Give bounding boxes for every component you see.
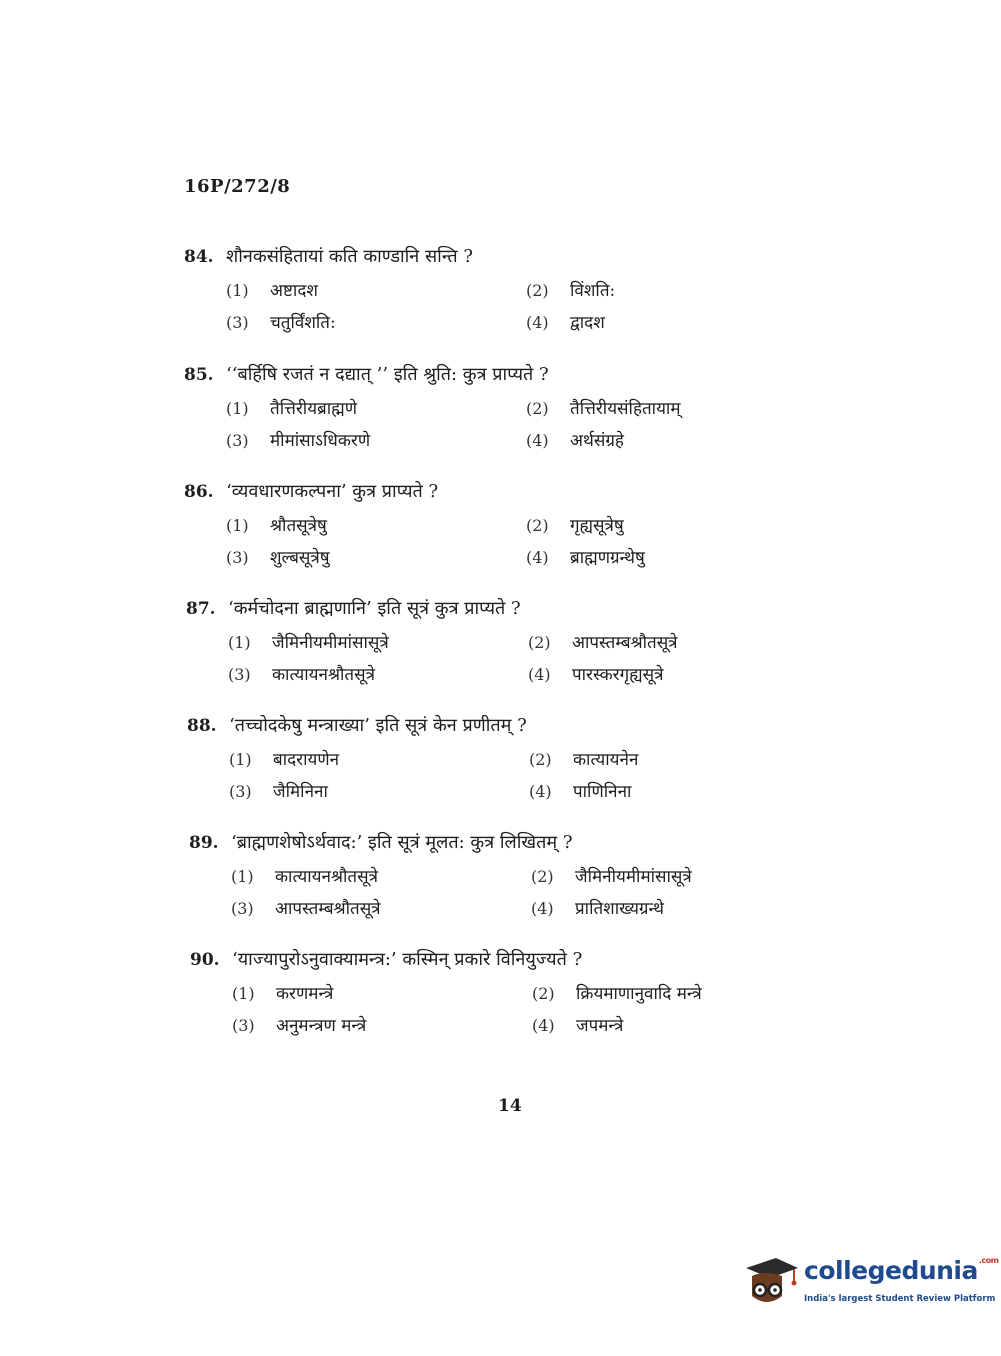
question-85 <box>184 362 744 456</box>
option-4 <box>526 428 746 456</box>
question-90 <box>190 947 750 1041</box>
option-2 <box>526 513 746 541</box>
option-text: पारस्करगृह्यसूत्रे <box>572 665 664 685</box>
option-3 <box>226 428 526 456</box>
option-number: (1) <box>226 516 249 535</box>
option-text: पाणिनिना <box>573 782 632 802</box>
option-number: (2) <box>526 281 549 300</box>
option-text: मीमांसाऽधिकरणे <box>270 431 371 451</box>
option-3 <box>226 545 526 573</box>
option-text: शुल्बसूत्रेषु <box>270 548 330 568</box>
option-number: (4) <box>526 431 549 450</box>
option-text: कात्यायनश्रौतसूत्रे <box>275 867 378 887</box>
question-text: ‘तच्चोदकेषु मन्त्राख्या’ इति सूत्रं केन प्रणीतम् ? <box>229 715 527 736</box>
options <box>226 396 744 456</box>
option-1 <box>226 513 526 541</box>
option-text: श्रौतसूत्रेषु <box>270 516 327 536</box>
option-text: अष्टादश <box>270 281 318 301</box>
option-number: (1) <box>232 984 255 1003</box>
option-4 <box>529 779 749 807</box>
option-3 <box>226 310 526 338</box>
option-number: (4) <box>529 782 552 801</box>
option-1 <box>229 747 529 775</box>
option-text: अनुमन्त्रण मन्त्रे <box>276 1016 367 1036</box>
options <box>226 513 744 573</box>
options <box>228 630 746 690</box>
option-text: आपस्तम्बश्रौतसूत्रे <box>572 633 678 653</box>
option-number: (2) <box>528 633 551 652</box>
option-text: अर्थसंग्रहे <box>570 431 624 451</box>
options <box>232 981 750 1041</box>
option-3 <box>229 779 529 807</box>
option-number: (4) <box>526 313 549 332</box>
question-87 <box>186 596 746 690</box>
option-number: (2) <box>526 516 549 535</box>
option-2 <box>532 981 752 1009</box>
question-text: ‘याज्यापुरोऽनुवाक्यामन्त्र:’ कस्मिन् प्रकारे विनियुज्यते ? <box>232 949 583 970</box>
question-number: 87. <box>186 599 216 619</box>
option-number: (4) <box>526 548 549 567</box>
option-number: (3) <box>226 431 249 450</box>
option-4 <box>531 896 751 924</box>
question-text: ‘ब्राह्मणशेषोऽर्थवाद:’ इति सूत्रं मूलत: कुत्र लिखितम् ? <box>231 832 573 853</box>
option-number: (3) <box>231 899 254 918</box>
option-1 <box>226 278 526 306</box>
question-number: 88. <box>187 716 217 736</box>
option-number: (3) <box>226 313 249 332</box>
question-number: 84. <box>184 247 214 267</box>
option-text: तैत्तिरीयब्राह्मणे <box>270 399 358 419</box>
question-text: शौनकसंहितायां कति काण्डानि सन्ति ? <box>226 246 474 267</box>
question-number: 89. <box>189 833 219 853</box>
option-number: (4) <box>528 665 551 684</box>
brand-suffix: .com <box>978 1256 999 1265</box>
question-84 <box>184 244 744 338</box>
option-number: (1) <box>228 633 251 652</box>
option-number: (3) <box>232 1016 255 1035</box>
option-text: प्रातिशाख्यग्रन्थे <box>575 899 664 919</box>
option-text: चतुर्विंशति: <box>270 313 336 333</box>
option-4 <box>526 545 746 573</box>
question-number: 86. <box>184 482 214 502</box>
option-text: गृह्यसूत्रेषु <box>570 516 624 536</box>
option-4 <box>528 662 748 690</box>
option-2 <box>526 396 746 424</box>
question-number: 90. <box>190 950 220 970</box>
option-number: (3) <box>226 548 249 567</box>
option-number: (1) <box>226 281 249 300</box>
option-text: क्रियमाणानुवादि मन्त्रे <box>576 984 702 1004</box>
option-text: आपस्तम्बश्रौतसूत्रे <box>275 899 381 919</box>
option-2 <box>528 630 748 658</box>
brand-tagline: India's largest Student Review Platform <box>804 1294 996 1304</box>
option-4 <box>526 310 746 338</box>
option-text: विंशति: <box>570 281 616 301</box>
option-4 <box>532 1013 752 1041</box>
option-text: कात्यायनश्रौतसूत्रे <box>272 665 375 685</box>
option-1 <box>226 396 526 424</box>
option-1 <box>231 864 531 892</box>
question-86 <box>184 479 744 573</box>
option-text: तैत्तिरीयसंहितायाम् <box>570 399 681 419</box>
option-number: (2) <box>526 399 549 418</box>
option-text: जपमन्त्रे <box>576 1016 624 1036</box>
option-1 <box>228 630 528 658</box>
options <box>231 864 749 924</box>
option-1 <box>232 981 532 1009</box>
option-2 <box>529 747 749 775</box>
brand-name <box>804 1256 999 1285</box>
option-number: (1) <box>229 750 252 769</box>
question-text: ‘कर्मचोदना ब्राह्मणानि’ इति सूत्रं कुत्र प्राप्यते ? <box>228 598 521 619</box>
collegedunia-watermark <box>742 1250 999 1320</box>
option-text: जैमिनीयमीमांसासूत्रे <box>272 633 389 653</box>
graduate-mascot-icon <box>742 1252 800 1310</box>
option-text: जैमिनीयमीमांसासूत्रे <box>575 867 692 887</box>
option-text: कात्यायनेन <box>573 750 639 770</box>
option-3 <box>232 1013 532 1041</box>
option-text: द्वादश <box>570 313 605 333</box>
option-number: (3) <box>228 665 251 684</box>
question-88 <box>187 713 747 807</box>
option-text: करणमन्त्रे <box>276 984 334 1004</box>
option-3 <box>231 896 531 924</box>
option-number: (2) <box>532 984 555 1003</box>
brand-name-text: collegedunia <box>804 1256 978 1285</box>
option-text: बादरायणेन <box>273 750 340 770</box>
option-text: ब्राह्मणग्रन्थेषु <box>570 548 645 568</box>
option-number: (3) <box>229 782 252 801</box>
option-number: (4) <box>532 1016 555 1035</box>
paper-code: 16P/272/8 <box>184 176 291 197</box>
page-number: 14 <box>498 1096 522 1116</box>
option-2 <box>531 864 751 892</box>
options <box>226 278 744 338</box>
option-number: (2) <box>531 867 554 886</box>
question-text: ‘व्यवधारणकल्पना’ कुत्र प्राप्यते ? <box>226 481 439 502</box>
option-number: (1) <box>226 399 249 418</box>
question-text: ‘‘बर्हिषि रजतं न दद्यात् ’’ इति श्रुति: कुत्र प्राप्यते ? <box>226 364 549 385</box>
option-number: (1) <box>231 867 254 886</box>
option-text: जैमिनिना <box>273 782 328 802</box>
options <box>229 747 747 807</box>
option-2 <box>526 278 746 306</box>
question-number: 85. <box>184 365 214 385</box>
option-number: (4) <box>531 899 554 918</box>
question-89 <box>189 830 749 924</box>
option-number: (2) <box>529 750 552 769</box>
option-3 <box>228 662 528 690</box>
